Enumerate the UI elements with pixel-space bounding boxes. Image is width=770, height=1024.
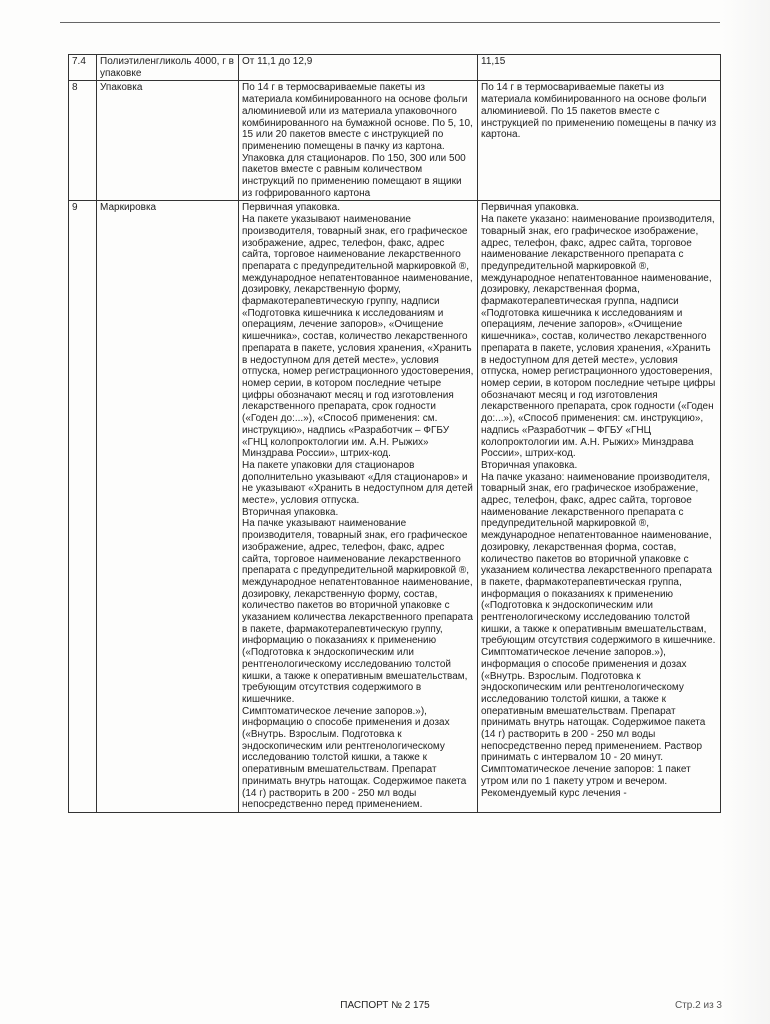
table-row bbox=[69, 201, 721, 813]
actual-value: 11,15 bbox=[478, 55, 721, 81]
row-name: Полиэтиленгликоль 4000, г в упаковке bbox=[97, 55, 239, 81]
scan-shadow bbox=[722, 0, 770, 1024]
passport-table bbox=[68, 54, 721, 813]
spec-value: По 14 г в термосвариваемые пакеты из материала комбинированного на основе фольги алюминиевой или из материала упаковочного комбинированного на бумажной основе. По 5, 10, 15 или 20 пакетов вместе с инструкцией по применению помещены в пачку из картона. Упаковка для стационаров. По 150, 300 или 500 пакетов вместе с равным количеством инструкций по применению помещают в ящики из гофрированного картона bbox=[239, 81, 478, 201]
table-row bbox=[69, 55, 721, 81]
row-name: Упаковка bbox=[97, 81, 239, 201]
spec-value: От 11,1 до 12,9 bbox=[239, 55, 478, 81]
row-number: 9 bbox=[69, 201, 97, 813]
table-row bbox=[69, 81, 721, 201]
row-name: Маркировка bbox=[97, 201, 239, 813]
scan-edge-line bbox=[60, 22, 720, 23]
actual-value: Первичная упаковка. На пакете указано: наименование производителя, товарный знак, его графическое изображение, адрес, телефон, факс, адрес сайта, торговое наименование лекарственного препарата с предупредительной маркировкой ®, международное непатентованное наименование, дозировку, лекарственная форма, фармакотерапевтическая группа, надписи «Подготовка кишечника к исследованиям и операциям, лечение запоров», «Очищение кишечника», состав, количество лекарственного препарата в пакете, условия хранения, «Хранить в недоступном для детей месте», условия отпуска, номер регистрационного удостоверения, номер серии, в котором последние четыре цифры обозначают месяц и год изготовления лекарственного препарата, срок годности («Годен до:...»), «Способ применения: см. инструкцию», надпись «Разработчик – ФГБУ «ГНЦ колопроктологии им. А.Н. Рыжих» Минздрава России», штрих-код. Вторичная упаковка. На пачке указано: наименование производителя, товарный знак, его графическое изображение, адрес, телефон, факс, адрес сайта, торговое наименование лекарственного препарата с предупредительной маркировкой ®, международное непатентованное наименование, дозировку, лекарственная форма, состав, количество пакетов во вторичной упаковке с указанием количества лекарственного препарата в пакете, фармакотерапевтическая группа, информация о показаниях к применению («Подготовка к эндоскопическим или рентгенологическому исследованию толстой кишки, а также к оперативным вмешательствам, требующим отсутствия содержимого в кишечнике. Симптоматическое лечение запоров.»), информация о способе применения и дозах («Внутрь. Взрослым. Подготовка к эндоскопическим или рентгенологическому исследованию толстой кишки, а также к оперативным вмешательствам. Препарат принимать внутрь натощак. Содержимое пакета (14 г) растворить в 200 - 250 мл воды непосредственно перед применением. Раствор принимать с интервалом 10 - 20 минут. Симптоматическое лечение запоров: 1 пакет утром или по 1 пакету утром и вечером. Рекомендуемый курс лечения - bbox=[478, 201, 721, 813]
row-number: 8 bbox=[69, 81, 97, 201]
actual-value: По 14 г в термосвариваемые пакеты из материала комбинированного на основе фольги алюминиевой. По 15 пакетов вместе с инструкцией по применению помещены в пачку из картона. bbox=[478, 81, 721, 201]
row-number: 7.4 bbox=[69, 55, 97, 81]
passport-footer: ПАСПОРТ № 2 175 bbox=[340, 1000, 430, 1011]
page-number: Стр.2 из 3 bbox=[675, 1000, 722, 1011]
spec-value: Первичная упаковка. На пакете указывают наименование производителя, товарный знак, его графическое изображение, адрес, телефон, факс, адрес сайта, торговое наименование лекарственного препарата с предупредительной маркировкой ®, международное непатентованное наименование, дозировку, лекарственную форму, фармакотерапевтическую группу, надписи «Подготовка кишечника к исследованиям и операциям, лечение запоров», «Очищение кишечника», состав, количество лекарственного препарата в пакете, условия хранения, «Хранить в недоступном для детей месте», условия отпуска, номер регистрационного удостоверения, номер серии, в котором последние четыре цифры обозначают месяц и год изготовления лекарственного препарата, срок годности («Годен до:...»), «Способ применения: см. инструкцию», надпись «Разработчик – ФГБУ «ГНЦ колопроктологии им. А.Н. Рыжих» Минздрава России», штрих-код. На пакете упаковки для стационаров дополнительно указывают «Для стационаров» и не указывают «Хранить в недоступном для детей месте», условия отпуска. Вторичная упаковка. На пачке указывают наименование производителя, товарный знак, его графическое изображение, адрес, телефон, факс, адрес сайта, торговое наименование лекарственного препарата с предупредительной маркировкой ®, международное непатентованное наименование, дозировку, лекарственную форму, состав, количество пакетов во вторичной упаковке с указанием количества лекарственного препарата в пакете, фармакотерапевтическую группу, информацию о показаниях к применению («Подготовка к эндоскопическим или рентгенологическому исследованию толстой кишки, а также к оперативным вмешательствам, требующим отсутствия содержимого в кишечнике. Симптоматическое лечение запоров.»), информацию о способе применения и дозах («Внутрь. Взрослым. Подготовка к эндоскопическим или рентгенологическому исследованию толстой кишки, а также к оперативным вмешательствам. Препарат принимать внутрь натощак. Содержимое пакета (14 г) растворить в 200 - 250 мл воды непосредственно перед применением. bbox=[239, 201, 478, 813]
